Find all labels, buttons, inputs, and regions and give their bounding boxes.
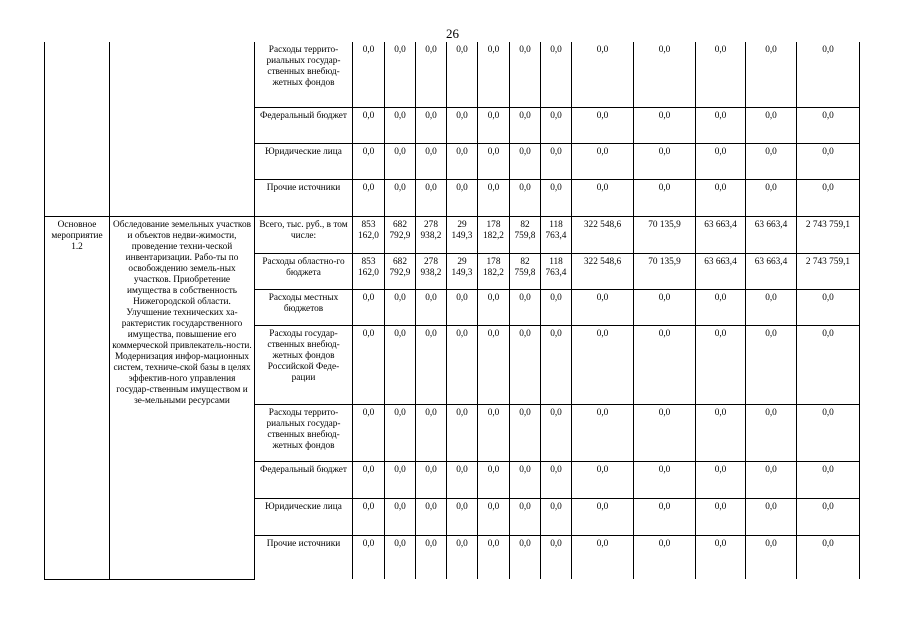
amount-cell: 0,0 [634,535,696,579]
amount-cell: 0,0 [696,461,746,498]
amount-cell: 0,0 [385,461,416,498]
amount-cell: 0,0 [478,404,510,461]
amount-cell: 0,0 [541,498,572,535]
amount-cell: 118 763,4 [541,216,572,253]
amount-cell: 682 792,9 [385,253,416,289]
amount-cell: 0,0 [353,461,385,498]
amount-cell: 0,0 [541,42,572,107]
amount-cell: 0,0 [353,143,385,179]
funding-source-cell: Расходы областно-го бюджета [255,253,353,289]
amount-cell: 0,0 [353,325,385,404]
amount-cell: 2 743 759,1 [797,253,860,289]
amount-cell: 0,0 [541,289,572,325]
amount-cell: 0,0 [416,289,447,325]
amount-cell: 0,0 [478,461,510,498]
amount-cell: 0,0 [478,535,510,579]
amount-cell: 0,0 [447,498,478,535]
amount-cell: 0,0 [510,42,541,107]
program-description-cell: Обследование земельных участков и объектов недви-жимости, проведение техни-ческой инвентаризации. Рабо-ты по освобождению земель-ных участков. Приобретение имущества в собственность Нижегородской области. Улучшение технических ха-рактеристик государственного имущества, повышение его коммерческой привлекатель-ности. Модернизация инфор-мационных систем, техниче-ской базы в целях эффектив-ного управления государ-ственным имуществом и зе-мельными ресурсами [110,216,255,579]
amount-cell: 0,0 [447,42,478,107]
amount-cell: 0,0 [572,289,634,325]
amount-cell: 0,0 [416,143,447,179]
amount-cell: 0,0 [696,289,746,325]
amount-cell: 0,0 [447,404,478,461]
amount-cell: 0,0 [746,404,797,461]
amount-cell: 0,0 [385,404,416,461]
amount-cell: 0,0 [510,461,541,498]
amount-cell: 0,0 [797,535,860,579]
amount-cell: 0,0 [478,325,510,404]
amount-cell: 29 149,3 [447,253,478,289]
amount-cell: 82 759,8 [510,253,541,289]
amount-cell: 0,0 [797,42,860,107]
amount-cell: 0,0 [696,107,746,143]
amount-cell: 0,0 [746,461,797,498]
amount-cell: 63 663,4 [696,216,746,253]
amount-cell: 0,0 [510,498,541,535]
amount-cell: 0,0 [797,498,860,535]
amount-cell: 70 135,9 [634,253,696,289]
amount-cell: 0,0 [416,42,447,107]
amount-cell: 0,0 [572,107,634,143]
amount-cell: 0,0 [797,179,860,216]
funding-source-cell: Расходы местных бюджетов [255,289,353,325]
amount-cell: 0,0 [746,535,797,579]
amount-cell: 0,0 [447,179,478,216]
amount-cell: 0,0 [353,107,385,143]
amount-cell: 0,0 [634,289,696,325]
amount-cell: 63 663,4 [696,253,746,289]
funding-table [44,42,860,580]
amount-cell: 0,0 [416,535,447,579]
amount-cell: 0,0 [353,179,385,216]
funding-source-cell: Прочие источники [255,535,353,579]
funding-source-cell: Федеральный бюджет [255,461,353,498]
amount-cell: 0,0 [478,107,510,143]
amount-cell: 278 938,2 [416,253,447,289]
funding-source-cell: Федеральный бюджет [255,107,353,143]
amount-cell: 0,0 [353,404,385,461]
amount-cell: 0,0 [353,42,385,107]
amount-cell: 0,0 [696,498,746,535]
amount-cell: 0,0 [634,179,696,216]
amount-cell: 0,0 [696,535,746,579]
amount-cell: 0,0 [447,107,478,143]
amount-cell: 0,0 [353,535,385,579]
amount-cell: 0,0 [447,289,478,325]
amount-cell: 0,0 [696,143,746,179]
amount-cell: 29 149,3 [447,216,478,253]
amount-cell: 0,0 [797,143,860,179]
amount-cell: 0,0 [797,107,860,143]
amount-cell: 0,0 [353,289,385,325]
amount-cell: 0,0 [385,325,416,404]
amount-cell: 63 663,4 [746,253,797,289]
amount-cell: 0,0 [572,404,634,461]
amount-cell: 0,0 [478,179,510,216]
amount-cell: 0,0 [634,143,696,179]
amount-cell: 0,0 [416,325,447,404]
amount-cell: 0,0 [746,143,797,179]
amount-cell: 853 162,0 [353,253,385,289]
amount-cell: 118 763,4 [541,253,572,289]
amount-cell: 0,0 [416,498,447,535]
amount-cell: 0,0 [416,107,447,143]
amount-cell: 0,0 [416,461,447,498]
measure-name-cell [45,42,110,216]
amount-cell: 0,0 [572,498,634,535]
funding-source-cell: Расходы террито-риальных государ-ственных внебюд-жетных фондов [255,42,353,107]
amount-cell: 0,0 [572,42,634,107]
amount-cell: 0,0 [797,289,860,325]
amount-cell: 322 548,6 [572,216,634,253]
amount-cell: 0,0 [696,325,746,404]
amount-cell: 0,0 [541,107,572,143]
amount-cell: 0,0 [385,42,416,107]
amount-cell: 0,0 [797,325,860,404]
amount-cell: 0,0 [510,325,541,404]
amount-cell: 0,0 [572,461,634,498]
funding-source-cell: Прочие источники [255,179,353,216]
amount-cell: 0,0 [541,461,572,498]
amount-cell: 63 663,4 [746,216,797,253]
amount-cell: 0,0 [572,179,634,216]
amount-cell: 682 792,9 [385,216,416,253]
amount-cell: 278 938,2 [416,216,447,253]
program-description-cell [110,42,255,216]
amount-cell: 0,0 [696,42,746,107]
amount-cell: 0,0 [746,289,797,325]
funding-source-cell: Юридические лица [255,143,353,179]
amount-cell: 322 548,6 [572,253,634,289]
amount-cell: 178 182,2 [478,216,510,253]
amount-cell: 82 759,8 [510,216,541,253]
table-row [45,42,860,107]
table-row [45,216,860,253]
amount-cell: 0,0 [634,404,696,461]
amount-cell: 0,0 [385,289,416,325]
funding-source-cell: Юридические лица [255,498,353,535]
table-body [45,42,860,579]
amount-cell: 0,0 [447,143,478,179]
amount-cell: 0,0 [510,289,541,325]
amount-cell: 0,0 [541,325,572,404]
amount-cell: 0,0 [696,179,746,216]
amount-cell: 0,0 [510,107,541,143]
amount-cell: 0,0 [797,404,860,461]
amount-cell: 0,0 [541,404,572,461]
funding-source-cell: Расходы террито-риальных государ-ственных внебюд-жетных фондов [255,404,353,461]
amount-cell: 0,0 [510,143,541,179]
amount-cell: 0,0 [385,179,416,216]
amount-cell: 0,0 [634,42,696,107]
amount-cell: 0,0 [541,535,572,579]
amount-cell: 178 182,2 [478,253,510,289]
amount-cell: 0,0 [696,404,746,461]
amount-cell: 0,0 [634,498,696,535]
funding-source-cell: Расходы государ-ственных внебюд-жетных фондов Российской Феде-рации [255,325,353,404]
amount-cell: 0,0 [541,143,572,179]
page-number: 26 [446,26,459,41]
funding-source-cell: Всего, тыс. руб., в том числе: [255,216,353,253]
amount-cell: 0,0 [478,42,510,107]
amount-cell: 0,0 [478,498,510,535]
amount-cell: 0,0 [416,404,447,461]
amount-cell: 2 743 759,1 [797,216,860,253]
amount-cell: 0,0 [510,535,541,579]
amount-cell: 0,0 [746,498,797,535]
amount-cell: 0,0 [541,179,572,216]
amount-cell: 0,0 [385,143,416,179]
amount-cell: 0,0 [478,289,510,325]
amount-cell: 70 135,9 [634,216,696,253]
amount-cell: 0,0 [746,325,797,404]
amount-cell: 0,0 [572,535,634,579]
amount-cell: 0,0 [634,325,696,404]
amount-cell: 0,0 [478,143,510,179]
amount-cell: 0,0 [385,107,416,143]
amount-cell: 0,0 [510,179,541,216]
amount-cell: 0,0 [746,42,797,107]
amount-cell: 0,0 [447,535,478,579]
amount-cell: 0,0 [634,461,696,498]
amount-cell: 0,0 [385,498,416,535]
amount-cell: 0,0 [510,404,541,461]
amount-cell: 0,0 [746,179,797,216]
amount-cell: 0,0 [572,325,634,404]
amount-cell: 0,0 [447,461,478,498]
amount-cell: 0,0 [572,143,634,179]
amount-cell: 0,0 [746,107,797,143]
amount-cell: 853 162,0 [353,216,385,253]
amount-cell: 0,0 [634,107,696,143]
amount-cell: 0,0 [447,325,478,404]
amount-cell: 0,0 [385,535,416,579]
amount-cell: 0,0 [416,179,447,216]
measure-name-cell: Основное мероприятие 1.2 [45,216,110,579]
amount-cell: 0,0 [353,498,385,535]
amount-cell: 0,0 [797,461,860,498]
